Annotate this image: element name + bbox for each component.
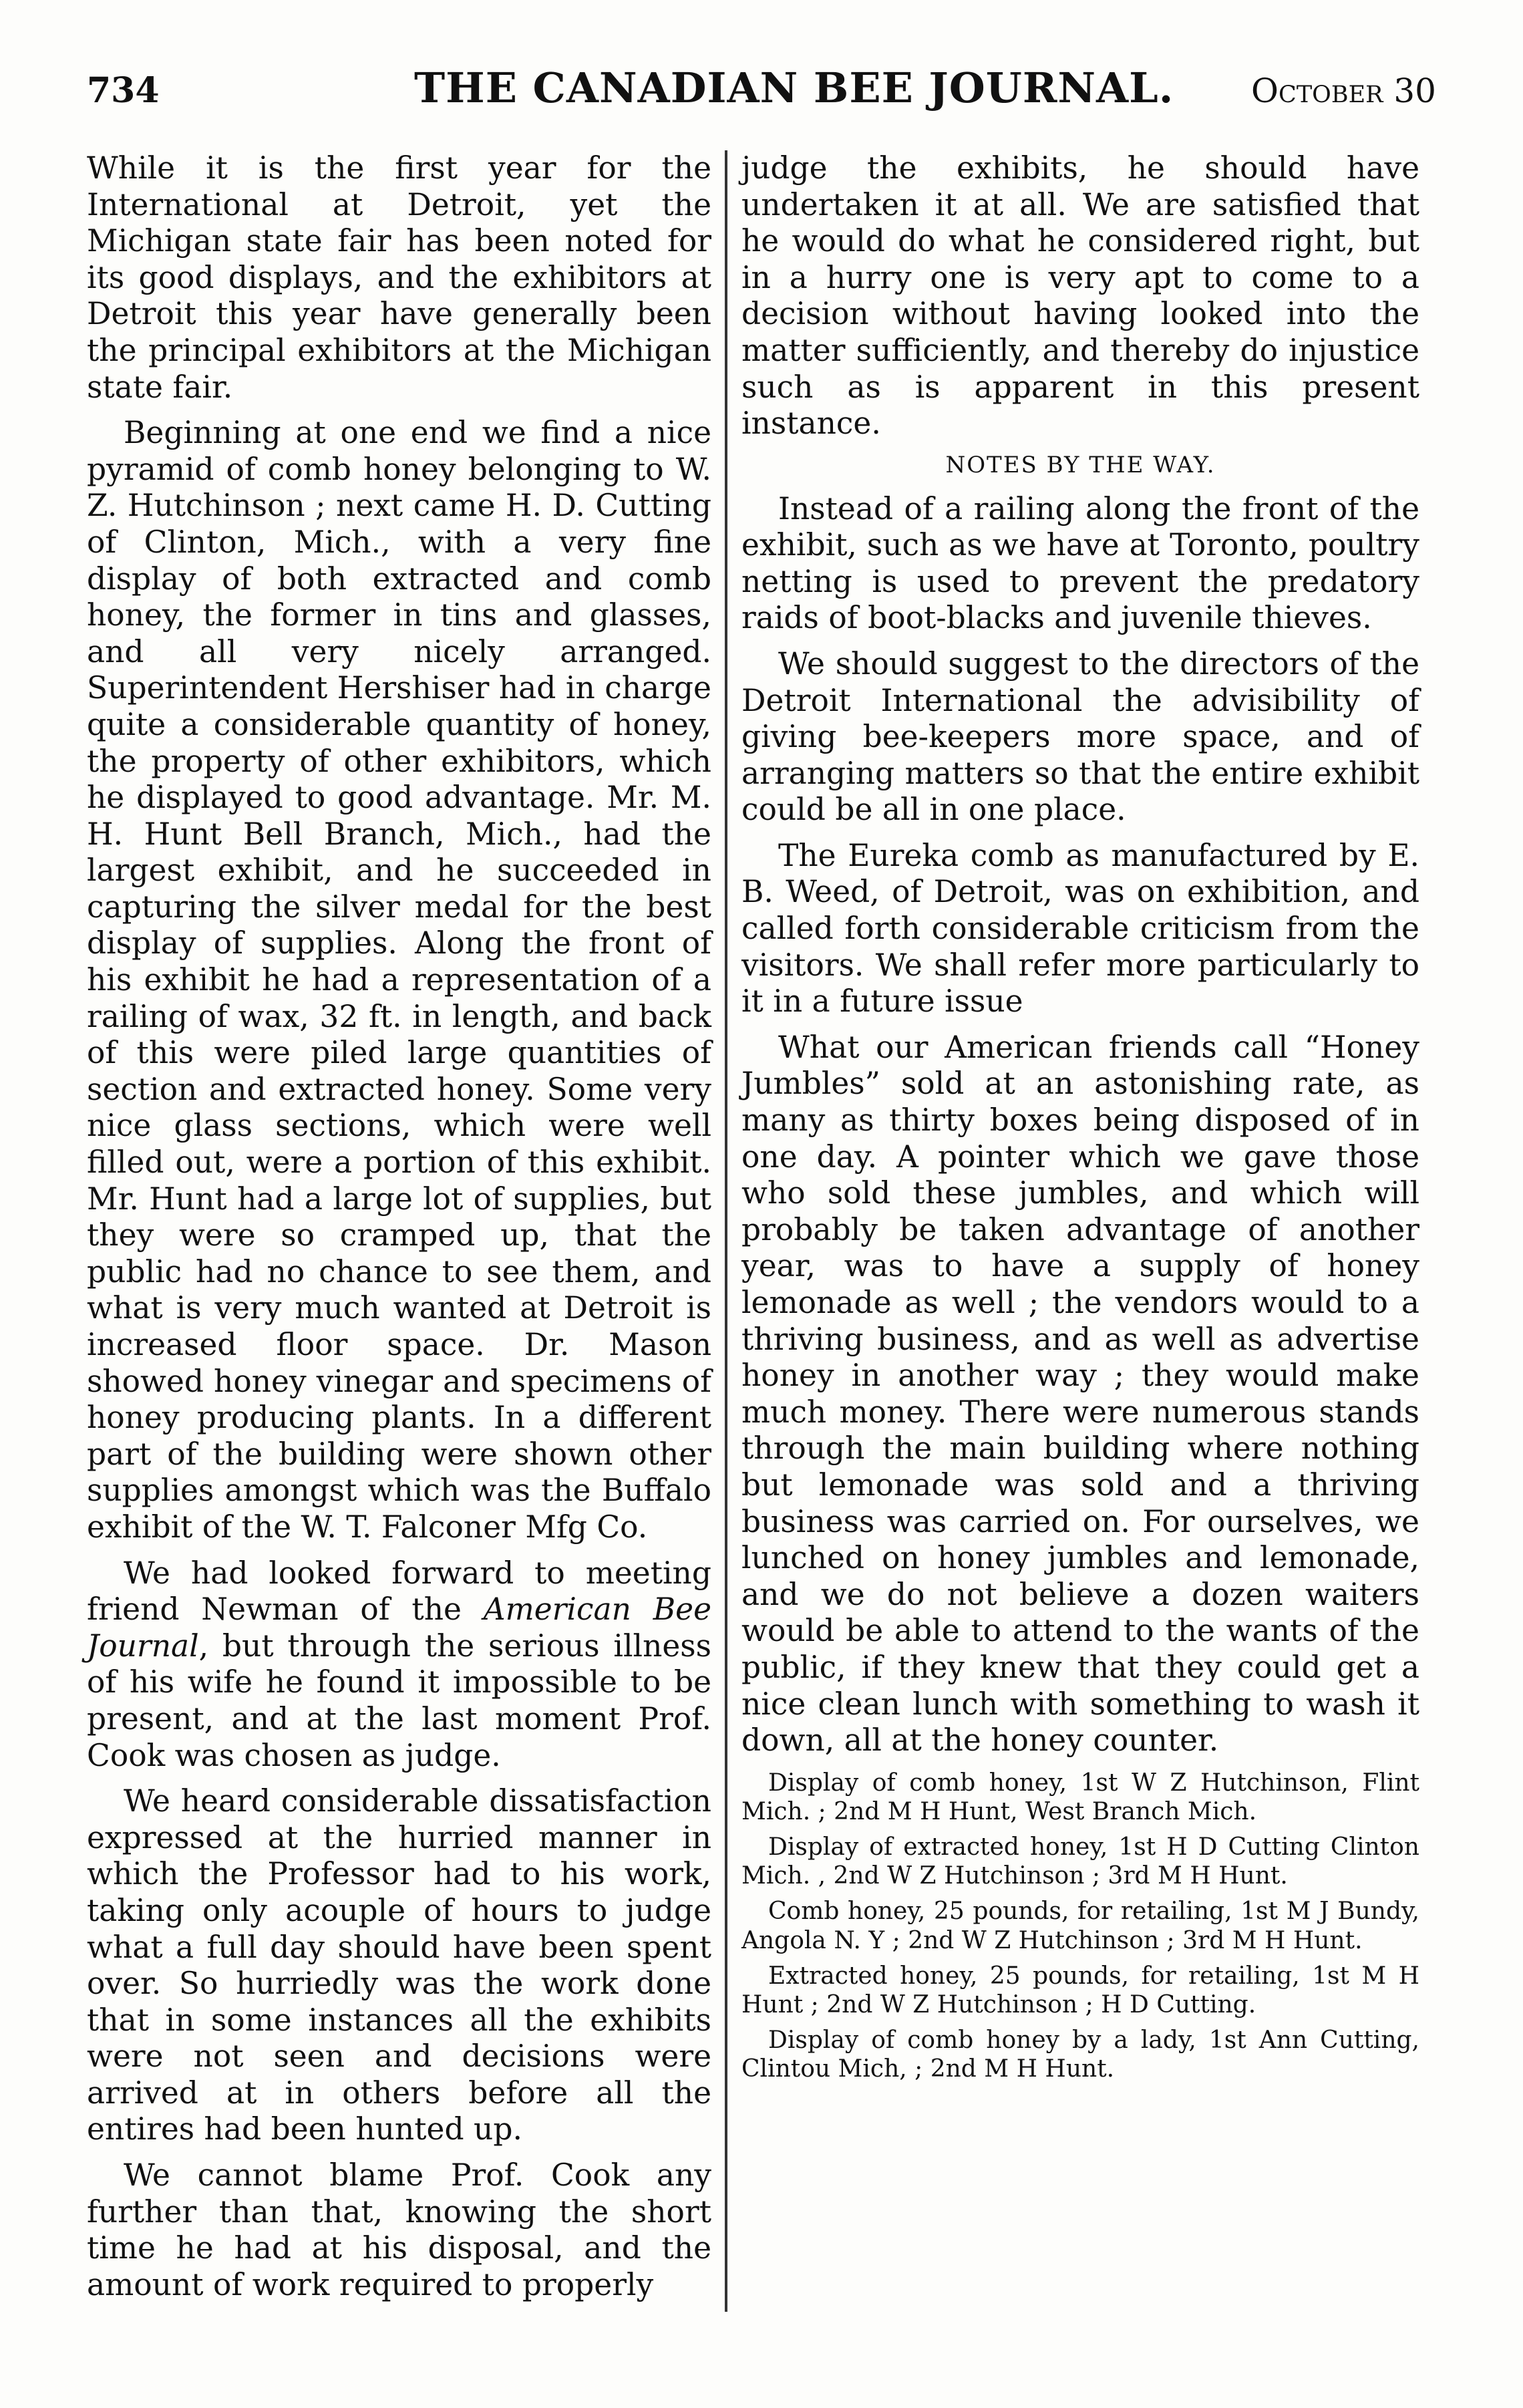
article-paragraph: Beginning at one end we find a nice pyramid of comb honey belonging to W. Z. Hutchinson ; next came H. D. Cutting of Clinton, Mich., with a very fine display of both extracted and comb honey, the former in tins and glasses, and all very nicely arranged. Superintendent Hershiser had in charge quite a considerable quantity of honey, the property of other exhibitors, which he displayed to good advantage. Mr. M. H. Hunt Bell Branch, Mich., had the largest exhibit, and he succeeded in capturing the silver medal for the best display of supplies. Along the front of his exhibit he had a representation of a railing of wax, 32 ft. in length, and back of this were piled large quantities of section and extracted honey. Some very nice glass sections, which were well filled out, were a portion of this exhibit. Mr. Hunt had a large lot of supplies, but they were so cramped up, that the public had no chance to see them, and what is very much wanted at Detroit is increased floor space. Dr. Mason showed honey vinegar and specimens of honey producing plants. In a different part of the building were shown other supplies amongst which was the Buffalo exhibit of the W. T. Falconer Mfg Co. [87,415,711,1545]
paragraph-text: We had looked forward to meeting friend Newman of the [87,1555,711,1628]
article-paragraph: judge the exhibits, he should have undertaken it at all. We are satisfied that he would do what he considered right, but in a hurry one is very apt to come to a decision without having looked into the matter sufficiently, and thereby do injustice such as is apparent in this present instance. [741,150,1419,442]
note-paragraph: What our American friends call “Honey Jumbles” sold at an astonishing rate, as many as thirty boxes being disposed of in one day. A pointer which we gave those who sold these jumbles, and which will probably be taken advantage of another year, was to have a supply of honey lemonade as well ; the vendors would to a thriving business, and as well as advertise honey in another way ; they would make much money. There were numerous stands through the main building where nothing but lemonade was sold and a thriving business was carried on. For ourselves, we lunched on honey jumbles and lemonade, and we do not believe a dozen waiters would be able to attend to the wants of the public, if they knew that they could get a nice clean lunch with something to wash it down, all at the honey counter. [741,1029,1419,1759]
page-number: 734 [87,70,160,111]
award-entry: Extracted honey, 25 pounds, for retailing, 1st M H Hunt ; 2nd W Z Hutchinson ; H D Cutting. [741,1962,1419,2019]
award-entry: Comb honey, 25 pounds, for retailing, 1st M J Bundy, Angola N. Y ; 2nd W Z Hutchinson ; 3rd M H Hunt. [741,1898,1419,1954]
journal-title: THE CANADIAN BEE JOURNAL. [414,63,1174,112]
page-header [87,63,1436,137]
section-heading: NOTES BY THE WAY. [945,451,1216,478]
note-paragraph: The Eureka comb as manufactured by E. B. Weed, of Detroit, was on exhibition, and called forth considerable criticism from the visitors. We shall refer more particularly to it in a future issue [741,837,1419,1020]
awards-list [741,1769,1419,2084]
note-paragraph: We should suggest to the directors of the Detroit International the advisibility of giving bee-keepers more space, and of arranging matters so that the entire exhibit could be all in one place. [741,645,1419,828]
article-paragraph: While it is the first year for the International at Detroit, yet the Michigan state fair has been noted for its good displays, and the exhibitors at Detroit this year have generally been the principal exhibitors at the Michigan state fair. [87,150,711,405]
right-column [741,150,1419,2091]
note-paragraph: Instead of a railing along the front of the exhibit, such as we have at Toronto, poultry netting is used to prevent the predatory raids of boot-blacks and juvenile thieves. [741,490,1419,636]
article-paragraph: We cannot blame Prof. Cook any further than that, knowing the short time he had at his disposal, and the amount of work required to properly [87,2157,711,2302]
journal-name-italic: American Bee Journal [87,1592,711,1664]
left-column [87,150,711,2312]
article-paragraph [87,1555,711,1775]
award-entry: Display of comb honey by a lady, 1st Ann Cutting, Clintou Mich, ; 2nd M H Hunt. [741,2026,1419,2083]
column-divider [725,150,727,2312]
issue-date: October 30 [1251,71,1436,110]
award-entry: Display of comb honey, 1st W Z Hutchinson, Flint Mich. ; 2nd M H Hunt, West Branch Mich. [741,1769,1419,1825]
article-paragraph: We heard considerable dissatisfaction expressed at the hurried manner in which the Professor had to his work, taking only acouple of hours to judge what a full day should have been spent over. So hurriedly was the work done that in some instances all the exhibits were not seen and decisions were arrived at in others before all the entires had been hunted up. [87,1783,711,2147]
paragraph-text: , but through the serious illness of his wife he found it impossible to be present, and at the last moment Prof. Cook was chosen as judge. [87,1628,711,1773]
award-entry: Display of extracted honey, 1st H D Cutting Clinton Mich. , 2nd W Z Hutchinson ; 3rd M H Hunt. [741,1833,1419,1890]
